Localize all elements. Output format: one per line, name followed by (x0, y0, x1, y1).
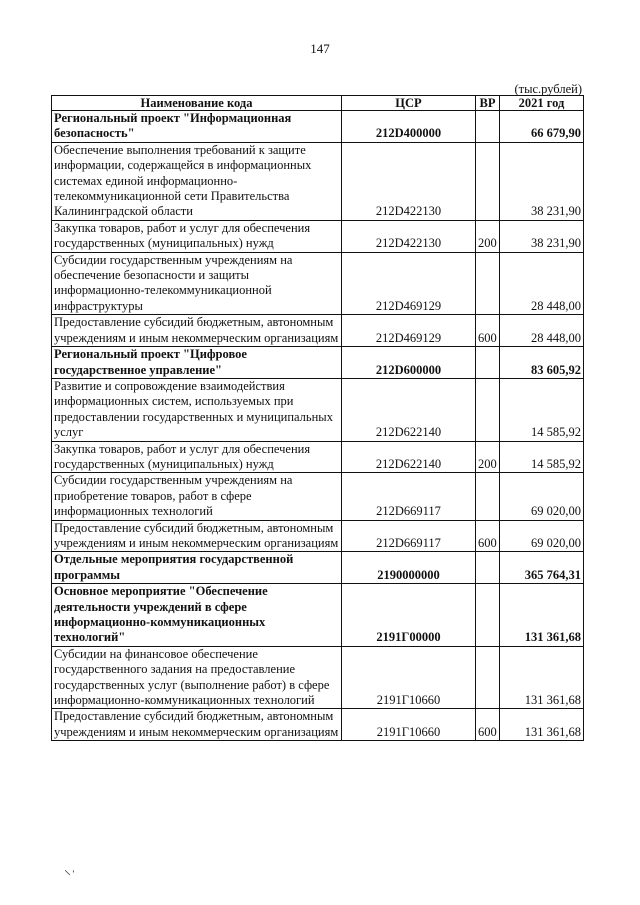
table-row (52, 220, 584, 252)
scan-mark: ⸌ˈ (64, 869, 76, 884)
table-row (52, 646, 584, 709)
row-vr-cell (476, 347, 500, 379)
budget-table (51, 95, 584, 741)
row-vr-cell: 600 (476, 315, 500, 347)
row-vr-cell (476, 552, 500, 584)
row-name-cell: Региональный проект "Цифровое государственное управление" (52, 347, 342, 379)
row-name-cell: Предоставление субсидий бюджетным, автономным учреждениям и иным некоммерческим организациям (52, 520, 342, 552)
row-name-cell: Обеспечение выполнения требований к защите информации, содержащейся в информационных системах единой информационно-телекоммуникационной сети Правительства Калининградской области (52, 142, 342, 220)
table-row (52, 441, 584, 473)
table-row (52, 709, 584, 741)
table-row (52, 347, 584, 379)
table-row (52, 252, 584, 315)
row-csr-cell: 212D622140 (342, 378, 476, 441)
row-csr-cell: 212D669117 (342, 473, 476, 520)
row-name-cell: Отдельные мероприятия государственной программы (52, 552, 342, 584)
table-header-row (52, 96, 584, 111)
table-row (52, 520, 584, 552)
row-name-cell: Субсидии на финансовое обеспечение государственного задания на предоставление государственных услуг (выполнение работ) в сфере информационно-коммуникационных технологий (52, 646, 342, 709)
table-row (52, 473, 584, 520)
row-name-cell: Субсидии государственным учреждениям на обеспечение безопасности и защиты информационно-телекоммуникационной инфраструктуры (52, 252, 342, 315)
row-sum-cell: 14 585,92 (500, 378, 584, 441)
row-sum-cell: 69 020,00 (500, 473, 584, 520)
table-row (52, 142, 584, 220)
row-sum-cell: 69 020,00 (500, 520, 584, 552)
row-sum-cell: 66 679,90 (500, 111, 584, 143)
header-name: Наименование кода (52, 96, 342, 111)
row-sum-cell: 28 448,00 (500, 315, 584, 347)
row-vr-cell (476, 473, 500, 520)
row-vr-cell (476, 111, 500, 143)
header-sum: 2021 год (500, 96, 584, 111)
table-body (52, 111, 584, 741)
row-vr-cell: 600 (476, 709, 500, 741)
header-csr: ЦСР (342, 96, 476, 111)
row-csr-cell: 2191Г10660 (342, 709, 476, 741)
row-csr-cell: 212D400000 (342, 111, 476, 143)
row-name-cell: Закупка товаров, работ и услуг для обеспечения государственных (муниципальных) нужд (52, 441, 342, 473)
row-name-cell: Основное мероприятие "Обеспечение деятельности учреждений в сфере информационно-коммуникационных технологий" (52, 584, 342, 647)
row-sum-cell: 131 361,68 (500, 709, 584, 741)
table-row (52, 552, 584, 584)
row-name-cell: Закупка товаров, работ и услуг для обеспечения государственных (муниципальных) нужд (52, 220, 342, 252)
row-sum-cell: 28 448,00 (500, 252, 584, 315)
row-csr-cell: 212D422130 (342, 220, 476, 252)
row-sum-cell: 83 605,92 (500, 347, 584, 379)
row-sum-cell: 38 231,90 (500, 142, 584, 220)
row-csr-cell: 212D469129 (342, 252, 476, 315)
row-csr-cell: 212D622140 (342, 441, 476, 473)
row-vr-cell: 200 (476, 220, 500, 252)
header-vr: ВР (476, 96, 500, 111)
row-vr-cell (476, 252, 500, 315)
row-vr-cell: 200 (476, 441, 500, 473)
row-name-cell: Предоставление субсидий бюджетным, автономным учреждениям и иным некоммерческим организациям (52, 709, 342, 741)
row-sum-cell: 131 361,68 (500, 646, 584, 709)
row-name-cell: Региональный проект "Информационная безопасность" (52, 111, 342, 143)
row-vr-cell: 600 (476, 520, 500, 552)
row-csr-cell: 212D469129 (342, 315, 476, 347)
row-csr-cell: 212D669117 (342, 520, 476, 552)
row-csr-cell: 212D422130 (342, 142, 476, 220)
table-row (52, 378, 584, 441)
row-sum-cell: 14 585,92 (500, 441, 584, 473)
table-row (52, 111, 584, 143)
row-name-cell: Развитие и сопровождение взаимодействия информационных систем, используемых при предоставлении государственных и муниципальных услуг (52, 378, 342, 441)
row-csr-cell: 2191Г00000 (342, 584, 476, 647)
page-number: 147 (310, 41, 330, 56)
row-vr-cell (476, 378, 500, 441)
row-vr-cell (476, 646, 500, 709)
units-label: (тыс.рублей) (514, 82, 582, 96)
row-name-cell: Субсидии государственным учреждениям на приобретение товаров, работ в сфере информационных технологий (52, 473, 342, 520)
table-row (52, 584, 584, 647)
row-csr-cell: 212D600000 (342, 347, 476, 379)
row-name-cell: Предоставление субсидий бюджетным, автономным учреждениям и иным некоммерческим организациям (52, 315, 342, 347)
row-vr-cell (476, 584, 500, 647)
row-sum-cell: 38 231,90 (500, 220, 584, 252)
table-row (52, 315, 584, 347)
row-csr-cell: 2190000000 (342, 552, 476, 584)
row-csr-cell: 2191Г10660 (342, 646, 476, 709)
row-sum-cell: 131 361,68 (500, 584, 584, 647)
row-vr-cell (476, 142, 500, 220)
row-sum-cell: 365 764,31 (500, 552, 584, 584)
